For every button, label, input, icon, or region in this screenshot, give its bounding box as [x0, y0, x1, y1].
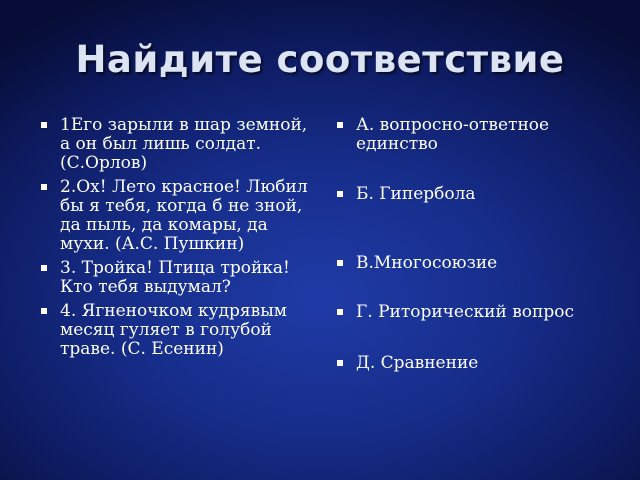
example-item-3 [40, 259, 322, 297]
figure-text: В.Многосоюзие [356, 253, 498, 273]
example-item-2 [40, 178, 322, 254]
figure-item-c [336, 254, 626, 273]
figure-text: Б. Гипербола [356, 184, 476, 204]
bullet-square-icon [41, 265, 47, 271]
figure-item-a [336, 116, 626, 154]
example-text: 1Его зарыли в шар земной, а он был лишь солдат. (С.Орлов) [60, 115, 308, 173]
figure-item-b [336, 185, 626, 204]
figures-list [336, 116, 626, 373]
example-item-1 [40, 116, 322, 173]
bullet-square-icon [41, 308, 47, 314]
figure-text: Г. Риторический вопрос [356, 302, 574, 322]
figure-item-d [336, 303, 626, 322]
examples-list [40, 116, 322, 364]
bullet-square-icon [41, 184, 47, 190]
bullet-square-icon [337, 122, 343, 128]
bullet-square-icon [337, 191, 343, 197]
slide-title: Найдите соответствие [75, 38, 565, 81]
figure-text: Д. Сравнение [356, 353, 479, 373]
bullet-square-icon [337, 260, 343, 266]
example-text: 4. Ягненочком кудрявым месяц гуляет в голубой траве. (С. Есенин) [60, 301, 287, 359]
bullet-square-icon [337, 360, 343, 366]
example-text: 3. Тройка! Птица тройка! Кто тебя выдумал? [60, 258, 290, 297]
example-text: 2.Ох! Лето красное! Любил бы я тебя, когда б не зной, да пыль, да комары, да мухи. (А.С. Пушкин) [60, 177, 308, 254]
bullet-square-icon [41, 122, 47, 128]
figure-text: А. вопросно-ответное единство [356, 115, 550, 154]
figure-item-e [336, 354, 626, 373]
example-item-4 [40, 302, 322, 359]
bullet-square-icon [337, 309, 343, 315]
